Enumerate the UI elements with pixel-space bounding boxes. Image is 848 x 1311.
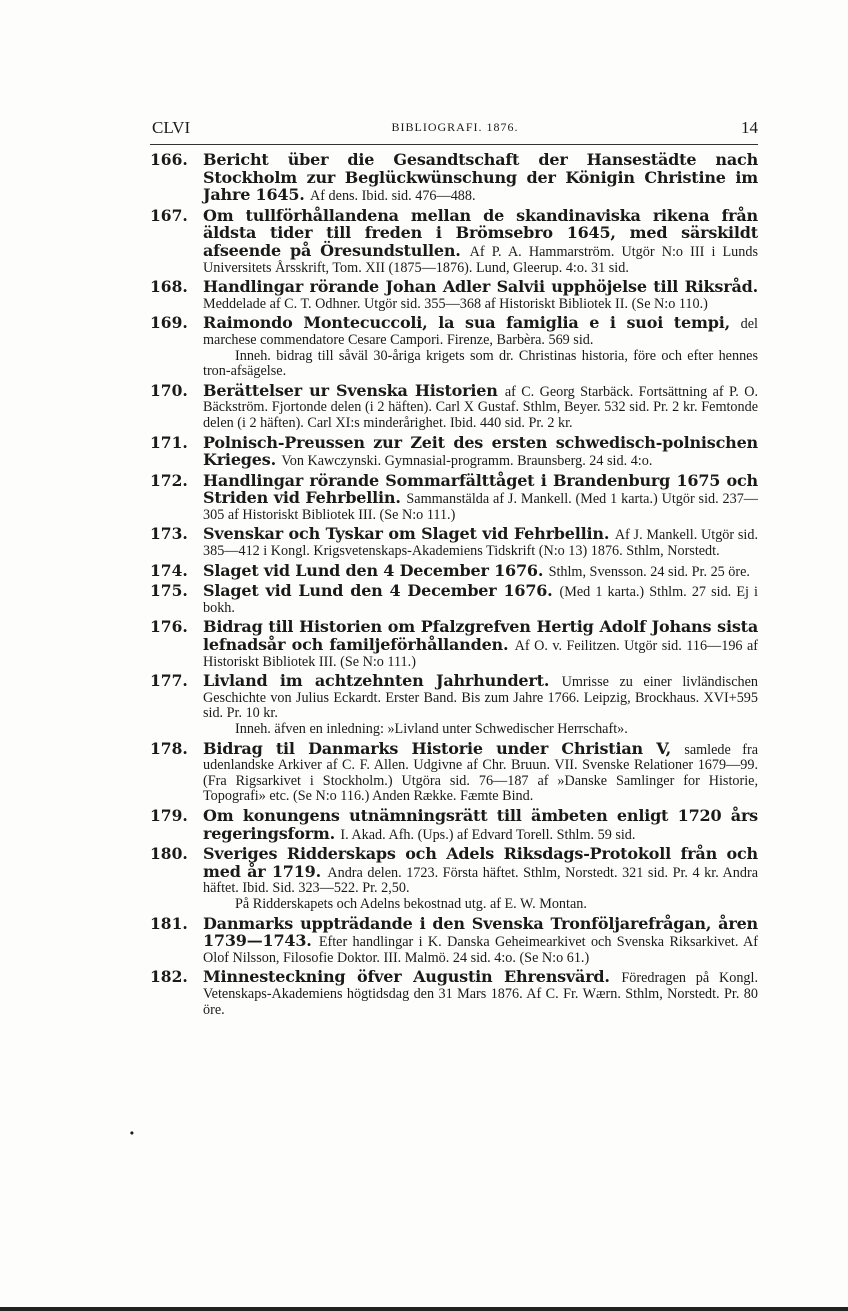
bibliography-entry-174 [150,560,758,581]
entry-title: Sveriges Ridderskaps och Adels Riksdags-Protokoll från och med år 1719. [203,844,758,881]
entry-details: I. Akad. Afh. (Ups.) af Edvard Torell. Sthlm. 59 sid. [340,826,636,843]
entry-note: Inneh. äfven en inledning: »Livland unter Schwedischer Herrschaft». [235,721,628,737]
bibliography-entry-167 [150,205,758,276]
entry-title: Polnisch-Preussen zur Zeit des ersten schwedisch-polnischen Krieges. [203,432,758,470]
entry-details: Af dens. Ibid. sid. 476—488. [310,188,476,205]
entry-number: 181. [150,913,188,933]
entry-number: 180. [150,844,188,864]
entry-number: 166. [150,150,188,169]
entry-title: Slaget vid Lund den 4 December 1676. [203,560,549,580]
entry-number: 178. [150,738,188,758]
entry-number: 175. [150,581,188,601]
bibliography-entry-182 [150,969,758,1018]
entry-number: 169. [150,313,188,333]
entry-details: Meddelade af C. T. Odhner. Utgör sid. 355—368 af Historiskt Bibliotek II. (Se N:o 110.) [203,295,708,312]
bibliography-entry-177 [150,673,758,737]
entry-number: 182. [150,967,188,987]
entry-number: 176. [150,617,188,637]
entry-title: Slaget vid Lund den 4 December 1676. [203,581,560,601]
scan-edge [0,1307,848,1311]
bibliography-entry-173 [150,526,758,559]
entry-details: Sthlm, Svensson. 24 sid. Pr. 25 öre. [548,563,750,580]
bibliography-entry-166 [150,152,758,205]
entry-title: Handlingar rörande Sommarfälttåget i Brandenburg 1675 och Striden vid Fehrbellin. [203,470,758,508]
entry-number: 177. [150,671,188,691]
entry-number: 172. [150,470,188,490]
entry-details: Föredragen på Kongl. Vetenskaps-Akademiens högtidsdag den 31 Mars 1876. Af C. Fr. Wærn. Sthlm, Norstedt. Pr. 80 öre. [203,970,759,1018]
entry-details: Efter handlingar i K. Danska Geheimearkivet och Svenska Riksarkivet. Af Olof Nilsson, Filosofie Doktor. III. Malmö. 24 sid. 4:o. (Se N:o 61.) [203,934,758,966]
entry-details: Af J. Mankell. Utgör sid. 385—412 i Kongl. Krigsvetenskaps-Akademiens Tidskrift (N:o 13) 1876. Sthlm, Norstedt. [203,527,758,560]
bibliography-entry-171 [150,432,758,470]
entry-title: Livland im achtzehnten Jahrhundert. [203,671,562,691]
entry-title: Raimondo Montecuccoli, la sua famiglia e i suoi tempi, [203,313,741,333]
entry-title: Bericht über die Gesandtschaft der Hansestädte nach Stockholm zur Beglückwünschung der Königin Christine im Jahre 1645. [203,150,758,205]
entry-title: Bidrag till Historien om Pfalzgrefven Hertig Adolf Johans sista lefnadsår och familjeförhållanden. [203,617,758,655]
entry-number: 168. [150,277,188,297]
entry-title: Svenskar och Tyskar om Slaget vid Fehrbellin. [203,524,615,544]
entry-title: Handlingar rörande Johan Adler Salvii upphöjelse till Riksråd. [203,277,758,297]
bibliography-entry-179 [150,805,758,843]
entry-details: Andra delen. 1723. Första häftet. Sthlm, Norstedt. 321 sid. Pr. 4 kr. Andra häftet. Ibid. Sid. 323—522. Pr. 2,50. [203,864,758,897]
entry-number: 171. [150,432,188,452]
margin-mark: • [126,1126,139,1141]
header-rule [150,144,758,145]
entry-number: 174. [150,560,188,580]
entry-note: Inneh. bidrag till såväl 30-åriga krigets som dr. Christinas historia, före och efter hennes tron-afsägelse. [203,347,758,380]
entry-details: samlede fra udenlandske Arkiver af C. F. Allen. Udgivne af Chr. Bruun. VII. Svenske Relationer 1679—99. (Fra Rigsarkivet i Stockholm.) Utgöra sid. 76—187 af »Danske Samlinger for Historie, Topografi» etc. (Se N:o 116.) Anden Række. Fæmte Bind. [203,741,758,805]
entry-number: 173. [150,524,188,544]
bibliography-list [150,152,758,1021]
entry-details: Af O. v. Feilitzen. Utgör sid. 116—196 af Historiskt Bibliotek III. (Se N:o 111.) [203,638,758,670]
entry-number: 179. [150,805,188,825]
running-title: BIBLIOGRAFI. 1876. [391,120,519,134]
entry-title: Om konungens utnämningsrätt till ämbeten enligt 1720 års regeringsform. [203,805,758,843]
entry-details: del marchese commendatore Cesare Campori. Firenze, Barbèra. 569 sid. [203,316,758,348]
bibliography-entry-176 [150,619,758,670]
entry-title: Minnesteckning öfver Augustin Ehrensvärd. [203,967,622,987]
entry-details: Umrisse zu einer livländischen Geschichte von Julius Eckardt. Erster Band. Bis zum Jahre 1766. Leipzig, Brockhaus. XVI+595 sid. Pr. 10 kr. [203,674,758,722]
page-header [152,118,758,140]
bibliography-entry-169 [150,315,758,379]
bibliography-entry-170 [150,380,758,432]
entry-details: Von Kawczynski. Gymnasial-programm. Braunsberg. 24 sid. 4:o. [281,453,653,470]
entry-details: Sammanstälda af J. Mankell. (Med 1 karta.) Utgör sid. 237—305 af Historiskt Bibliotek III. (Se N:o 111.) [203,491,758,523]
entry-title: Bidrag til Danmarks Historie under Christian V, [203,738,685,758]
entry-details: (Med 1 karta.) Sthlm. 27 sid. Ej i bokh. [203,584,758,616]
entry-title: Om tullförhållandena mellan de skandinaviska rikena från äldsta tider till freden i Brömsebro 1645, med särskildt afseende på Öresundstullen. [203,205,758,260]
entry-details: Af P. A. Hammarström. Utgör N:o III i Lunds Universitets Årsskrift, Tom. XII (1875—1876). Lund, Gleerup. 4:o. 31 sid. [203,243,758,276]
entry-title: Danmarks uppträdande i den Svenska Tronföljarefrågan, åren 1739—1743. [203,913,758,951]
bibliography-entry-168 [150,279,758,312]
entry-details: af C. Georg Starbäck. Fortsättning af P. O. Bäckström. Fjortonde delen (i 2 häften). Carl X Gustaf. Sthlm, Beyer. 532 sid. Pr. 2 kr. Femtonde delen (i 2 häften). Carl XI:s minderårighet. Ibid. 440 sid. Pr. 2 kr. [203,383,758,431]
bibliography-entry-181 [150,913,758,967]
entry-title: Berättelser ur Svenska Historien [203,380,505,400]
bibliography-entry-172 [150,470,758,524]
bibliography-entry-178 [150,738,758,805]
section-page-number: CLVI [152,118,191,137]
entry-number: 167. [150,205,188,225]
bibliography-entry-175 [150,583,758,616]
entry-note: På Ridderskapets och Adelns bekostnad utg. af E. W. Montan. [235,895,587,912]
page-number: 14 [741,118,758,137]
bibliography-entry-180 [150,846,758,912]
entry-number: 170. [150,380,188,400]
